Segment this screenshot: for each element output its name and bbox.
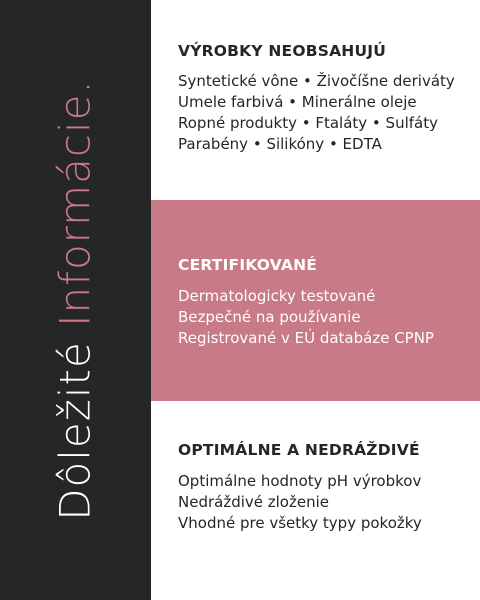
section-optimal-non-irritating [151,401,480,600]
section-certified [151,200,480,401]
section-title: VÝROBKY NEOBSAHUJÚ [178,42,386,60]
title-word-1: Dôležité [50,341,100,521]
vertical-title [0,0,151,600]
section-lines [178,471,422,534]
vertical-title-text [51,79,100,521]
sidebar [0,0,151,600]
content-area [151,0,480,600]
list-item: Dermatologicky testované [178,287,376,305]
list-item: Registrované v EÚ databáze CPNP [178,329,434,347]
list-item: Syntetické vône • Živočíšne deriváty [178,72,455,90]
list-item: Parabény • Silikóny • EDTA [178,135,382,153]
section-title: OPTIMÁLNE A NEDRÁŽDIVÉ [178,441,420,459]
section-lines [178,71,455,155]
list-item: Nedráždivé zloženie [178,493,329,511]
list-item: Umele farbivá • Minerálne oleje [178,93,417,111]
section-lines [178,286,434,349]
list-item: Vhodné pre všetky typy pokožky [178,514,422,532]
section-ingredients-free [151,0,480,200]
list-item: Ropné produkty • Ftaláty • Sulfáty [178,114,438,132]
title-word-2: Informácie. [50,79,100,327]
list-item: Bezpečné na používanie [178,308,361,326]
list-item: Optimálne hodnoty pH výrobkov [178,472,422,490]
section-title: CERTIFIKOVANÉ [178,256,318,274]
